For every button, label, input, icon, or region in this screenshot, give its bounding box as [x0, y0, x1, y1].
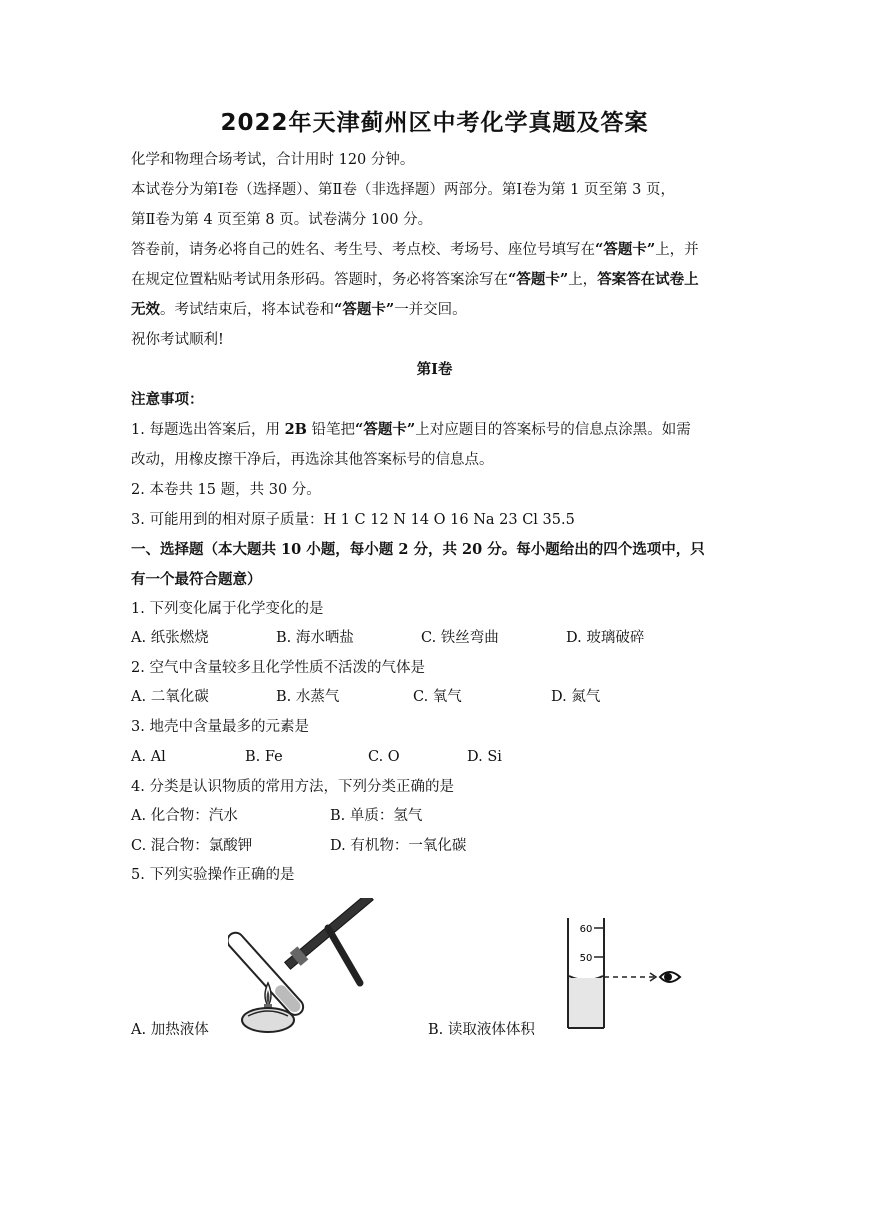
- heating-liquid-figure: [228, 898, 374, 1034]
- option: C. 混合物：氯酸钾: [131, 838, 253, 854]
- part-heading: 一、选择题（本大题共 10 小题，每小题 2 分，共 20 分。每小题给出的四个选项中，只: [131, 541, 705, 558]
- intro-line: [131, 300, 467, 320]
- note-item: [131, 420, 691, 440]
- cylinder-reading-figure: [556, 918, 696, 1030]
- text-bold: 答案答在试卷上: [597, 271, 699, 288]
- question-stem: 1. 下列变化属于化学变化的是: [131, 601, 324, 617]
- note-item: 改动，用橡皮擦干净后，再选涂其他答案标号的信息点。: [131, 452, 494, 468]
- text-bold: “答题卡”: [595, 241, 656, 258]
- option: B. 海水晒盐: [276, 630, 354, 646]
- tick-label: 50: [579, 953, 593, 964]
- intro-line: 本试卷分为第Ⅰ卷（选择题）、第Ⅱ卷（非选择题）两部分。第Ⅰ卷为第 1 页至第 3 页，: [131, 182, 675, 198]
- question-stem: 4. 分类是认识物质的常用方法，下列分类正确的是: [131, 779, 454, 795]
- text: 1. 每题选出答案后，用: [131, 422, 285, 438]
- option: A. 加热液体: [131, 1022, 209, 1038]
- part-heading: 有一个最符合题意）: [131, 571, 262, 588]
- option: A. 化合物：汽水: [131, 808, 238, 824]
- tick-label: 60: [579, 924, 593, 935]
- question-stem: 2. 空气中含量较多且化学性质不活泼的气体是: [131, 660, 425, 676]
- option: B. 单质：氢气: [330, 808, 423, 824]
- option: C. O: [368, 749, 400, 765]
- text-bold: 无效: [131, 301, 160, 318]
- note-item: 2. 本卷共 15 题，共 30 分。: [131, 482, 321, 498]
- intro-line: 祝你考试顺利!: [131, 332, 224, 348]
- text: 上，并: [655, 242, 699, 258]
- option: B. 读取液体体积: [428, 1022, 535, 1038]
- text: 。考试结束后，将本试卷和: [160, 302, 334, 318]
- section-title: 第Ⅰ卷: [416, 361, 453, 378]
- text: 一并交回。: [394, 302, 467, 318]
- intro-line: [131, 240, 699, 260]
- option: A. 二氧化碳: [131, 689, 209, 705]
- option: C. 氧气: [413, 689, 462, 705]
- page-title: 2022年天津蓟州区中考化学真题及答案: [220, 110, 649, 136]
- text: 上，: [568, 272, 598, 288]
- option: D. Si: [467, 749, 502, 765]
- text-bold: “答题卡”: [355, 421, 416, 438]
- text: 在规定位置粘贴考试用条形码。答题时，务必将答案涂写在: [131, 272, 508, 288]
- intro-line: 第Ⅱ卷为第 4 页至第 8 页。试卷满分 100 分。: [131, 212, 433, 228]
- option: C. 铁丝弯曲: [421, 630, 499, 646]
- text: 上对应题目的答案标号的信息点涂黑。如需: [415, 422, 691, 438]
- intro-line: [131, 270, 699, 290]
- question-stem: 3. 地壳中含量最多的元素是: [131, 719, 309, 735]
- option: A. 纸张燃烧: [131, 630, 209, 646]
- text-bold: “答题卡”: [334, 301, 395, 318]
- notes-heading: 注意事项：: [131, 391, 204, 408]
- option: D. 玻璃破碎: [566, 630, 645, 646]
- text-bold: “答题卡”: [508, 271, 569, 288]
- option: B. 水蒸气: [276, 689, 340, 705]
- option: B. Fe: [245, 749, 283, 765]
- option: D. 氮气: [551, 689, 601, 705]
- question-stem: 5. 下列实验操作正确的是: [131, 867, 295, 883]
- text: 答卷前，请务必将自己的姓名、考生号、考点校、考场号、座位号填写在: [131, 242, 595, 258]
- intro-line: 化学和物理合场考试，合计用时 120 分钟。: [131, 152, 415, 168]
- option: D. 有机物：一氧化碳: [330, 838, 467, 854]
- text-bold: 2B: [284, 421, 307, 438]
- note-item: 3. 可能用到的相对原子质量：H 1 C 12 N 14 O 16 Na 23 Cl 35.5: [131, 512, 575, 528]
- option: A. Al: [131, 749, 166, 765]
- text: 铅笔把: [306, 422, 356, 438]
